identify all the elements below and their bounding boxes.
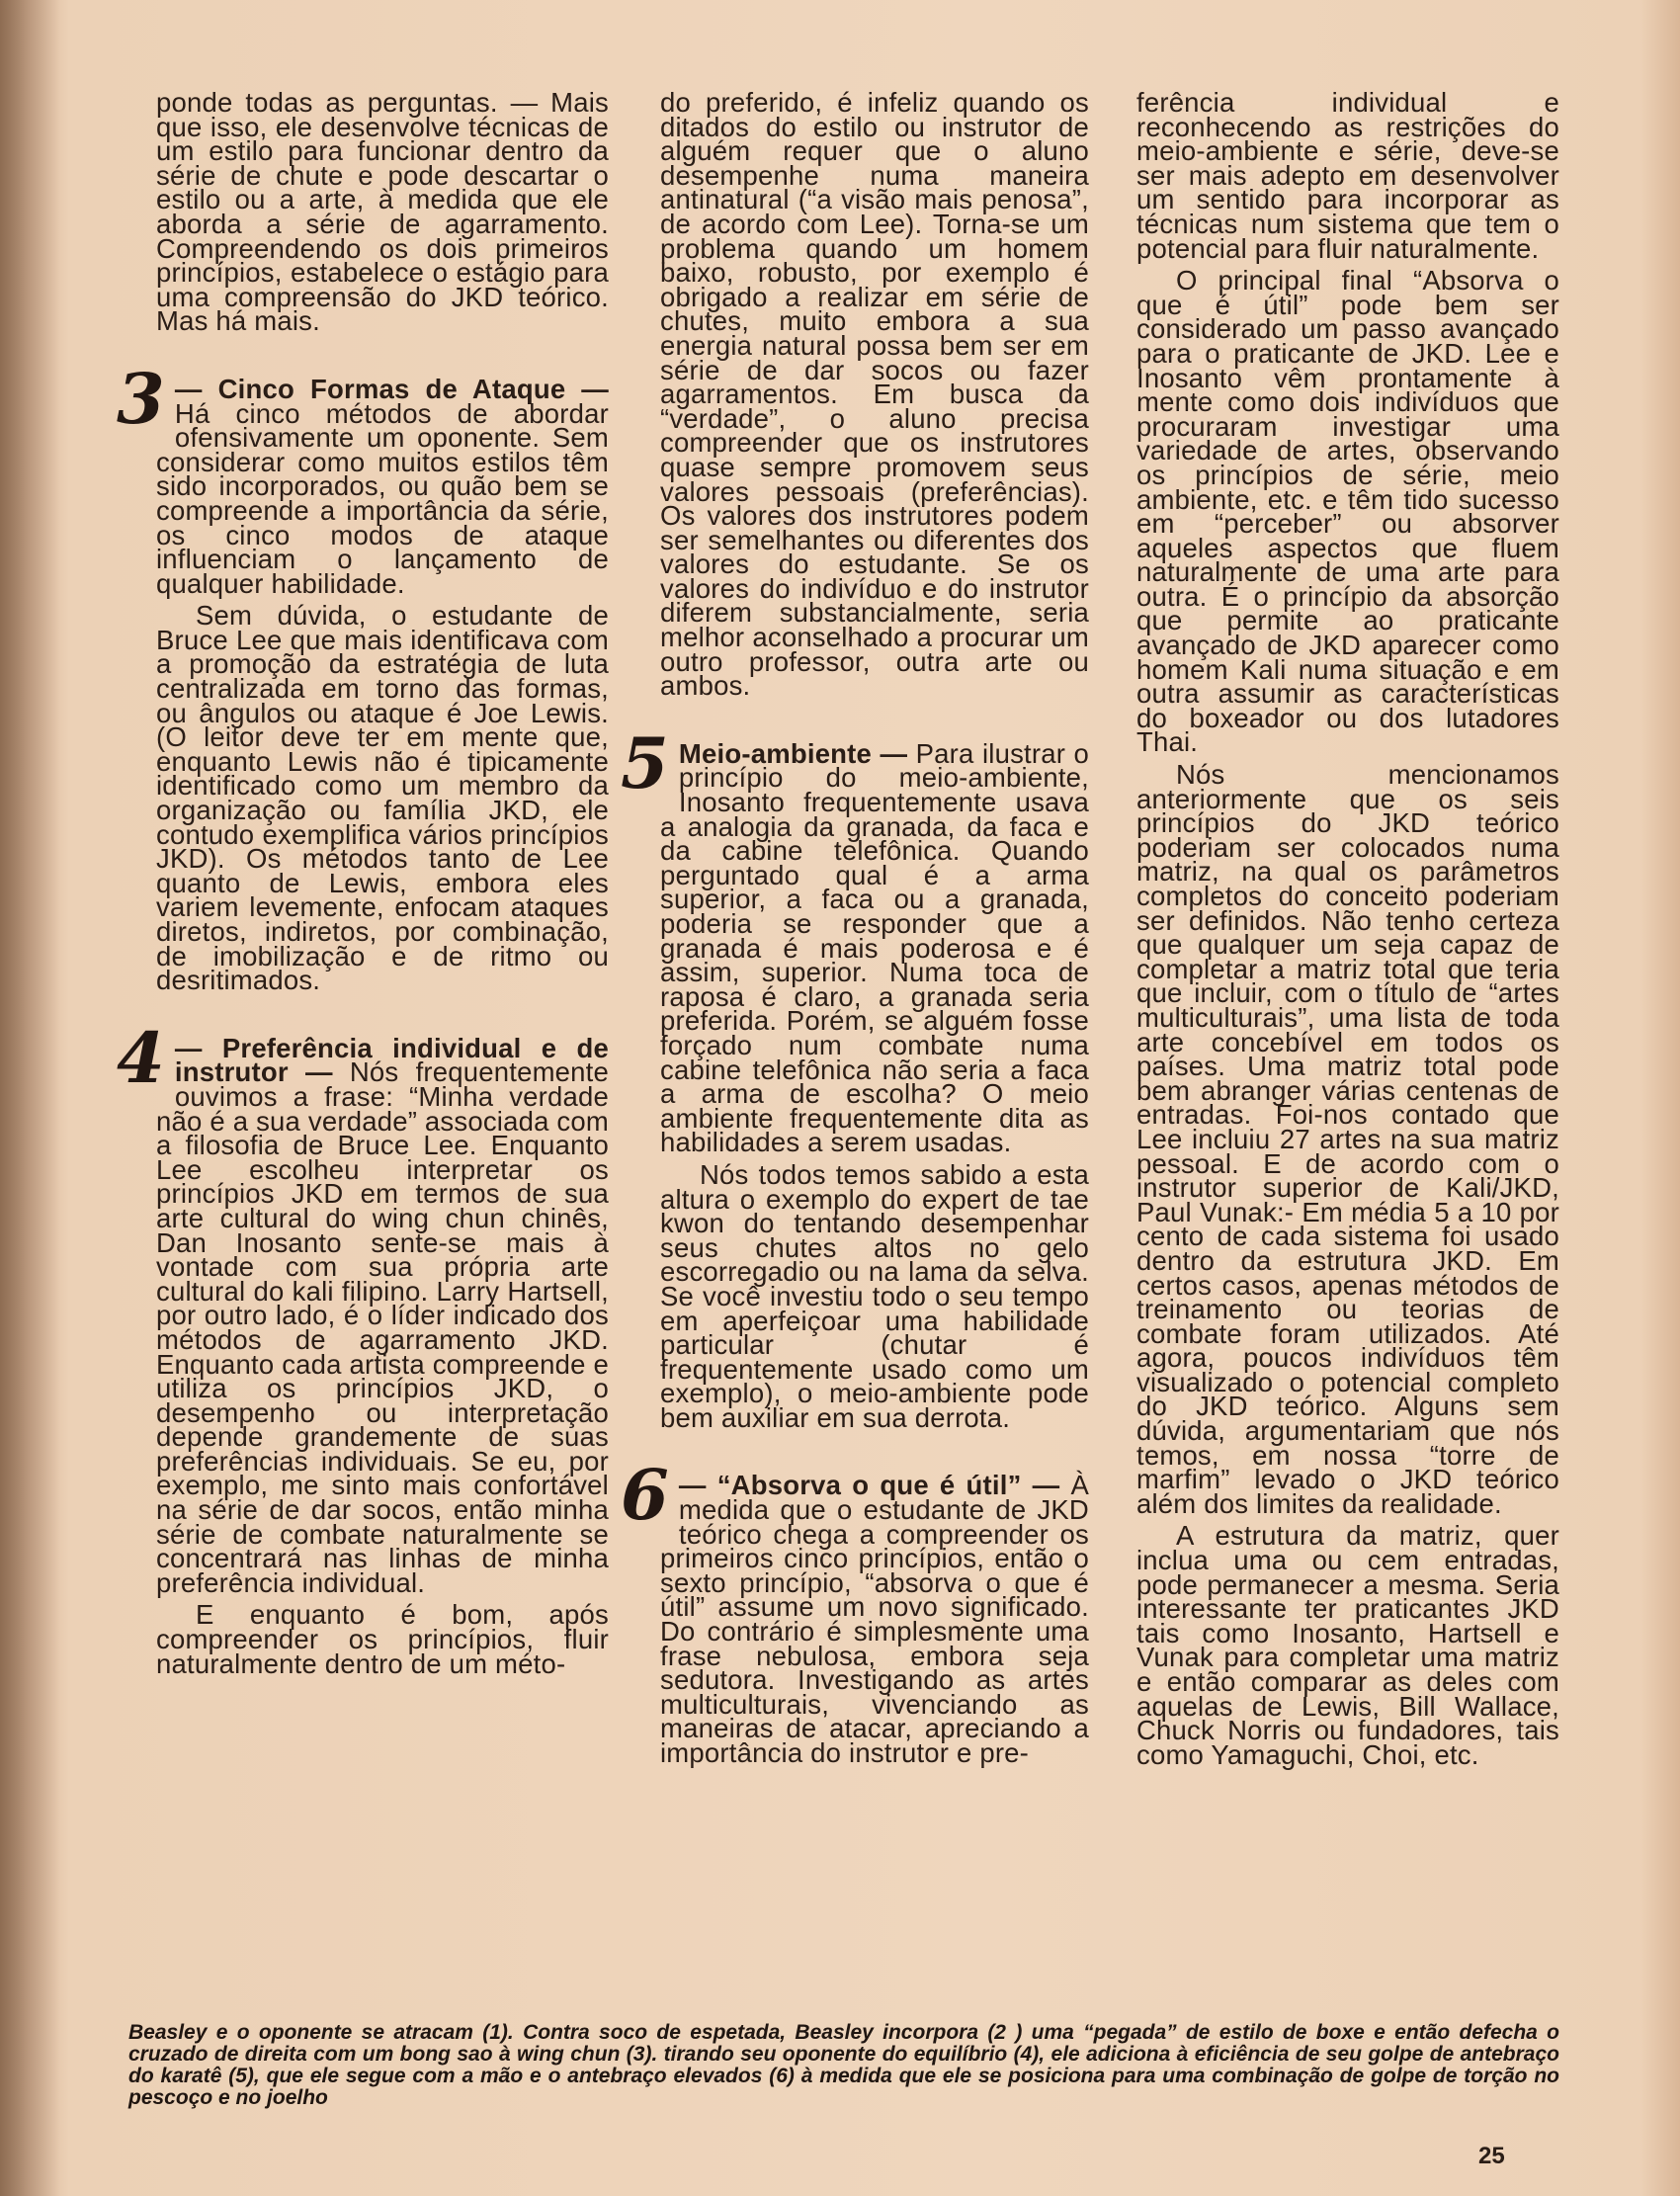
- section-heading: Meio-ambiente —: [678, 737, 908, 769]
- section-heading: — Preferência individual e de instrutor —: [174, 1032, 609, 1088]
- paragraph: E enquanto é bom, após compreender os princípios, fluir naturalmente dentro de um méto-: [156, 1599, 609, 1679]
- paragraph: Para ilustrar o princípio do meio-ambiente, Inosanto frequentemente usava a analogia da granada, da faca e da cabine telefônica. Quando perguntado qual é a arma superior, a faca ou a granada, poderia se responder que a granada é mais poderosa e é assim, superior. Numa toca de raposa é claro, a granada seria preferida. Porém, se alguém fosse forçado num combate numa cabine telefônica não seria a faca a arma de escolha? O meio ambiente frequentemente dita as habilidades a serem usadas.: [660, 737, 1089, 1158]
- paragraph: Nós todos temos sabido a esta altura o exemplo do expert de tae kwon do tentando desempenhar seus chutes altos no gelo escorregadio ou na lama da selva. Se você investiu todo o seu tempo em aperfeiçoar uma habilidade particular (chutar é frequentemente usado como um exemplo), o meio-ambiente pode bem auxiliar em sua derrota.: [660, 1158, 1089, 1433]
- paragraph: ferência individual e reconhecendo as restrições do meio-ambiente e série, deve-se ser mais adepto em desenvolver um sentido para incorporar as técnicas num sistema que tem o potencial para fluir naturalmente.: [1136, 87, 1559, 264]
- paragraph: do preferido, é infeliz quando os ditados do estilo ou instrutor de alguém requer que o aluno desempenhe numa maneira antinatural (“a visão mais penosa”, de acordo com Lee). Torna-se um problema quando um homem baixo, robusto, por exemplo é obrigado a realizar em série de chutes, muito embora a sua energia natural possa bem ser em série de dar socos ou fazer agarramentos. Em busca da “verdade”, o aluno precisa compreender que os instrutores quase sempre promovem seus valores pessoais (preferências). Os valores dos instrutores podem ser semelhantes ou diferentes dos valores do estudante. Se os valores do indivíduo e do instrutor diferem substancialmente, seria melhor aconselhado a procurar um outro professor, outra arte ou ambos.: [660, 87, 1089, 702]
- photo-caption: Beasley e o oponente se atracam (1). Contra soco de espetada, Beasley incorpora (2 ) uma “pegada” de estilo de boxe e então defecha o cruzado de direita com um bong sao à wing chun (3). tirando seu oponente do equilíbrio (4), ele adiciona à eficiência de seu golpe de antebraço do karatê (5), que ele segue com a mão e o antebraço elevados (6) à medida que ele se posiciona para uma combinação de golpe de torção no pescoço e no joelho: [128, 2021, 1559, 2109]
- section-4: [117, 1016, 609, 1598]
- paragraph: ponde todas as perguntas. — Mais que isso, ele desenvolve técnicas de um estilo para funcionar dentro da série de chute e pode descartar o estilo ou a arte, à medida que ele aborda a série de agarramento. Compreendendo os dois primeiros princípios, estabelece o estágio para uma compreensão do JKD teórico. Mas há mais.: [156, 87, 609, 337]
- paragraph: Nós mencionamos anteriormente que os seis princípios do JKD teórico poderiam ser colocados numa matriz, na qual os parâmetros completos do conceito poderiam ser definidos. Não tenho certeza que qualquer um seja capaz de completar a matriz total que teria que incluir, com o título de “artes multiculturais”, uma lista de toda arte concebível em todos os países. Uma matriz total pode bem abranger várias centenas de entradas. Foi-nos contado que Lee incluiu 27 artes na sua matriz pessoal. E de acordo com o instrutor superior de Kali/JKD, Paul Vunak:- Em média 5 a 10 por cento de cada sistema foi usado dentro da estrutura JKD. Em certos casos, apenas métodos de treinamento ou teorias de combate foram utilizados. Até agora, poucos indivíduos têm visualizado o potencial completo do JKD teórico. Alguns sem dúvida, argumentariam que nós temos, em nossa “torre de marfim” levado o JKD teórico além dos limites da realidade.: [1136, 759, 1559, 1519]
- paragraph: Há cinco métodos de abordar ofensivamente um oponente. Sem considerar como muitos estilos têm sido incorporados, ou quão bem se compreende a importância da série, os cinco modos de ataque influenciam o lançamento de qualquer habilidade.: [156, 397, 609, 599]
- paragraph: Nós frequentemente ouvimos a frase: “Minha verdade não é a sua verdade” associada com a filosofia de Bruce Lee. Enquanto Lee escolheu interpretar os princípios JKD em termos de sua arte cultural do wing chun chinês, Dan Inosanto sente-se mais à vontade com sua própria arte cultural do kali filipino. Larry Hartsell, por outro lado, é o líder indicado dos métodos de agarramento JKD. Enquanto cada artista compreende e utiliza os princípios JKD, o desempenho ou interpretação depende grandemente de suas preferências individuais. Se eu, por exemplo, me sinto mais confortável na série de dar socos, então minha série de combate naturalmente se concentrará nas linhas de minha preferência individual.: [156, 1056, 609, 1598]
- section-heading: — “Absorva o que é útil” —: [678, 1470, 1060, 1501]
- section-heading: — Cinco Formas de Ataque —: [174, 373, 609, 404]
- section-3: [117, 357, 609, 599]
- text-column-2: [621, 87, 1090, 1774]
- section-numeral: 5: [621, 721, 669, 804]
- section-numeral: 3: [117, 357, 165, 440]
- section-numeral: 6: [621, 1454, 669, 1537]
- paragraph: A estrutura da matriz, quer inclua uma ou cem entradas, pode permanecer a mesma. Seria interessante ter praticantes JKD tais como Inosanto, Hartsell e Vunak para completar uma matriz e então comparar as deles com aquelas de Lewis, Bill Wallace, Chuck Norris ou fundadores, tais como Yamaguchi, Choi, etc.: [1136, 1520, 1559, 1770]
- section-numeral: 4: [117, 1016, 165, 1099]
- page-number: 25: [1478, 2143, 1505, 2169]
- section-6: [621, 1454, 1090, 1768]
- text-column-1: [117, 87, 609, 1684]
- paragraph: À medida que o estudante de JKD teórico chega a compreender os primeiros cinco princípios, então o sexto princípio, “absorva o que é útil” assume um novo significado. Do contrário é simplesmente uma frase nebulosa, embora seja sedutora. Investigando as artes multiculturais, vivenciando as maneiras de atacar, apreciando a importância do instrutor e pre-: [660, 1470, 1090, 1768]
- text-column-3: [1136, 87, 1559, 1775]
- binding-shadow: [0, 0, 59, 2196]
- paragraph: O principal final “Absorva o que é útil” pode bem ser considerado um passo avançado para o praticante de JKD. Lee e Inosanto vêm prontamente à mente como dois indivíduos que procuraram investigar uma variedade de artes, observando os princípios de série, meio ambiente, etc. e têm tido sucesso em “perceber” ou absorver aqueles aspectos que fluem naturalmente de uma arte para outra. É o princípio da absorção que permite ao praticante avançado de JKD aparecer como homem Kali numa situação e em outra assumir as características do boxeador ou dos lutadores Thai.: [1136, 265, 1559, 758]
- paragraph: Sem dúvida, o estudante de Bruce Lee que mais identificava com a promoção da estratégia de luta centralizada em torno das formas, ou ângulos ou ataque é Joe Lewis. (O leitor deve ter em mente que, enquanto Lewis não é tipicamente identificado como um membro da organização ou família JKD, ele contudo exemplifica vários princípios JKD). Os métodos tanto de Lee quanto de Lewis, embora eles variem levemente, enfocam ataques diretos, indiretos, por combinação, de imobilização e de ritmo ou desritimados.: [156, 600, 609, 996]
- section-5: [621, 721, 1089, 1158]
